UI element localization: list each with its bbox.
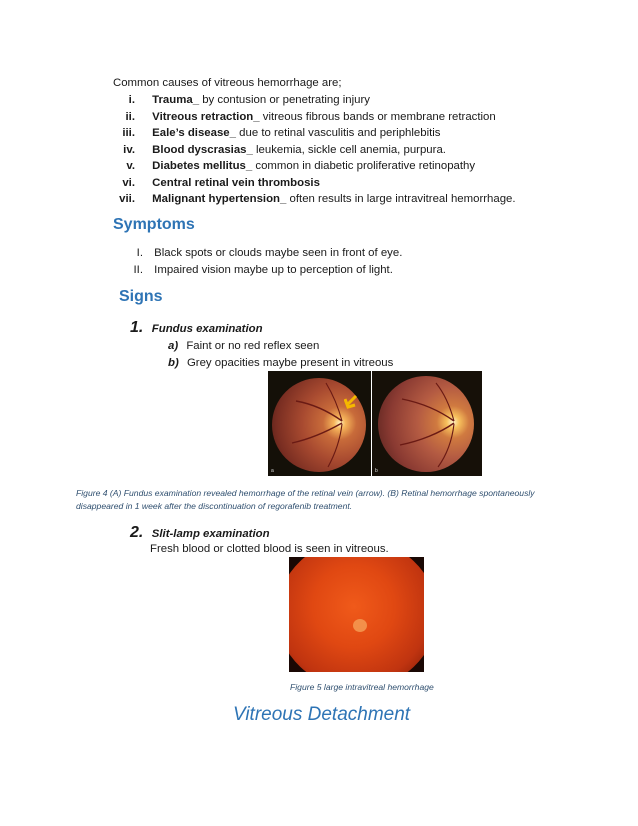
cause-term: Eale’s disease_ [152,127,236,139]
cause-desc: often results in large intravitreal hemorrhage. [286,193,516,205]
fundus-item-text: Faint or no red reflex seen [186,340,320,352]
cause-number: ii. [125,111,135,123]
cause-number: iii. [122,127,135,139]
cause-number: vi. [122,177,135,189]
cause-number: v. [126,160,135,172]
figure-label-b: b [375,468,378,474]
fundus-image-a [268,371,371,476]
vitreous-detachment-heading: Vitreous Detachment [233,704,411,725]
symptom-number: II. [133,264,143,276]
fundus-image-b [372,371,482,476]
cause-number: vii. [119,193,135,205]
cause-term: Blood dyscrasias_ [152,144,253,156]
arrow-icon [344,395,358,409]
cause-item [95,110,496,124]
figure-5-caption: Figure 5 large intravitreal hemorrhage [290,682,434,692]
section-title: Slit-lamp examination [151,528,270,540]
fundus-item [168,356,393,370]
cause-term: Trauma_ [152,94,200,106]
fundus-item [168,339,319,353]
vitreous-hemorrhage-image [289,557,424,672]
cause-term: Vitreous retraction_ [152,111,260,123]
cause-item [95,159,475,173]
symptom-text: Black spots or clouds maybe seen in front of eye. [154,247,403,259]
section-title: Fundus examination [151,323,263,335]
slit-lamp-section-title [130,524,270,542]
symptoms-heading: Symptoms [113,216,195,233]
cause-item [95,192,516,206]
cause-desc: by contusion or penetrating injury [199,94,370,106]
fundus-item-letter: a) [168,340,179,352]
cause-number: i. [128,94,135,106]
signs-heading: Signs [119,288,163,305]
symptom-item [113,246,402,260]
figure-4-caption-line1: Figure 4 (A) Fundus examination revealed hemorrhage of the retinal vein (arrow). (B) Retinal hemorrhage spontaneously [76,488,535,498]
cause-desc: common in diabetic proliferative retinopathy [252,160,476,172]
cause-term: Malignant hypertension_ [152,193,287,205]
symptom-text: Impaired vision maybe up to perception of light. [154,264,393,276]
cause-desc: vitreous fibrous bands or membrane retraction [259,111,496,123]
symptom-item [113,263,393,277]
cause-term: Diabetes mellitus_ [152,160,253,172]
figure-4-caption-line2: disappeared in 1 week after the discontinuation of regorafenib treatment. [76,501,353,511]
cause-item [95,143,446,157]
cause-term: Central retinal vein thrombosis [152,177,320,189]
fundus-section-title [130,319,263,337]
retinal-vessels-a [268,371,371,476]
cause-number: iv. [123,144,135,156]
cause-desc: due to retinal vasculitis and periphlebitis [235,127,441,139]
fundus-item-text: Grey opacities maybe present in vitreous [186,357,394,369]
cause-item [95,176,320,190]
section-number: 2. [130,524,144,541]
cause-item [95,93,370,107]
section-number: 1. [130,319,144,336]
cause-item [95,126,441,140]
symptom-number: I. [136,247,143,259]
fundus-item-letter: b) [168,357,179,369]
intro-text: Common causes of vitreous hemorrhage are; [113,77,342,89]
figure-label-a: a [271,468,274,474]
slit-lamp-text: Fresh blood or clotted blood is seen in vitreous. [150,543,389,555]
retinal-vessels-b [372,371,482,476]
cause-desc: leukemia, sickle cell anemia, purpura. [252,144,446,156]
